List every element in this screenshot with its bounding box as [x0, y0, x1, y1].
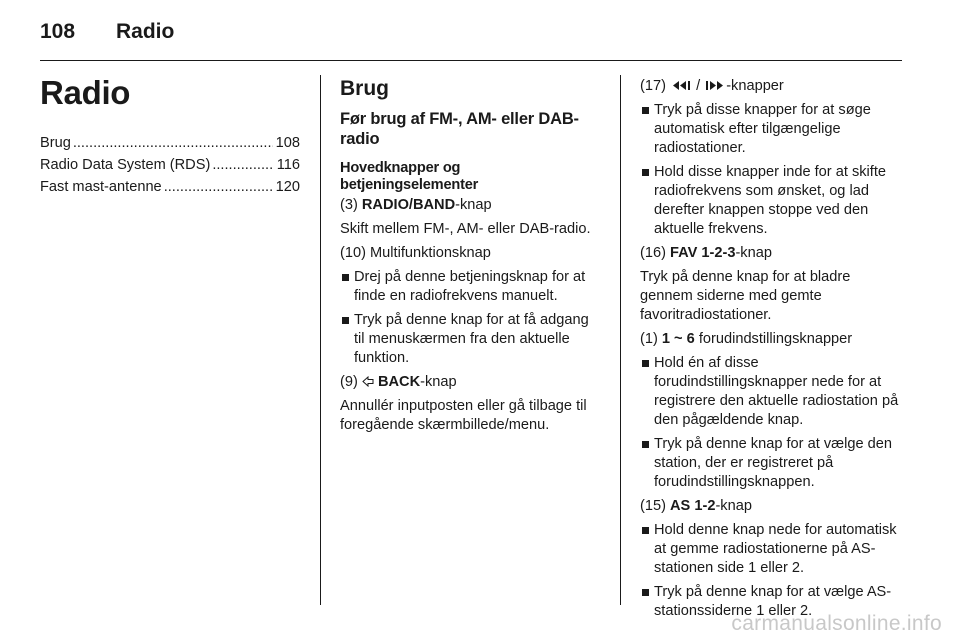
controls-column — [640, 74, 902, 626]
bullet-square-icon — [642, 527, 649, 534]
toc-column — [40, 74, 300, 200]
controls-heading-line1: Hovedknapper og — [340, 160, 461, 176]
usage-heading: Brug — [340, 77, 389, 100]
seek-back-icon — [670, 80, 692, 91]
item-number: (3) — [340, 197, 362, 213]
back-arrow-icon — [362, 376, 374, 387]
usage-subheading: Før brug af FM-, AM- eller DAB-radio — [340, 110, 579, 148]
chapter-title: Radio — [116, 20, 175, 43]
bullet-text: Drej på denne betjeningsknap for at finde en radiofrekvens manuelt. — [354, 269, 586, 304]
item-back — [340, 373, 602, 392]
bullet-text: Tryk på denne knap for at vælge den station, der er registreret på forudindstillingsknappen. — [654, 436, 892, 490]
bullet-square-icon — [342, 317, 349, 324]
seek-forward-icon — [704, 80, 726, 91]
bullet-item — [340, 311, 602, 368]
bullet-text: Tryk på denne knap for at få adgang til menuskærmen fra den aktuelle funktion. — [354, 312, 589, 366]
bullet-text: Tryk på disse knapper for at søge automatisk efter tilgængelige radiostationer. — [654, 102, 871, 156]
toc-page: 116 — [276, 157, 300, 173]
item-number: (16) — [640, 245, 671, 261]
item-number: (15) — [640, 498, 671, 514]
bullet-item — [640, 435, 902, 492]
button-name: FAV 1-2-3 — [670, 245, 736, 261]
section-title: Radio — [40, 74, 131, 111]
item-back-desc: Annullér inputposten eller gå tilbage til foregående skærmbillede/menu. — [340, 398, 587, 433]
item-number: (17) — [640, 78, 671, 94]
column-divider-2 — [620, 75, 621, 605]
controls-heading-line2: betjeningselementer — [340, 177, 479, 193]
bullet-item — [340, 268, 602, 306]
item-suffix: -knapper — [726, 78, 784, 94]
bullet-square-icon — [642, 169, 649, 176]
toc-leader — [73, 134, 273, 153]
item-radio-band — [340, 196, 602, 215]
toc-leader — [164, 178, 273, 197]
controls-heading — [340, 160, 602, 194]
item-suffix: forudindstillingsknapper — [694, 331, 853, 347]
item-separator: / — [692, 78, 705, 94]
toc-label: Fast mast-antenne — [40, 179, 162, 195]
toc-entry-antenna[interactable] — [40, 178, 300, 197]
page-number: 108 — [40, 20, 76, 43]
bullet-text: Hold disse knapper inde for at skifte radiofrekvens som ønsket, og lad derefter knappen stoppe ved den aktuelle frekvens. — [654, 164, 887, 237]
bullet-text: Tryk på denne knap for at vælge AS-stationssiderne 1 eller 2. — [654, 584, 892, 619]
button-name: AS 1-2 — [670, 498, 716, 514]
item-suffix: -knap — [455, 197, 492, 213]
bullet-item — [640, 101, 902, 158]
button-name: 1 ~ 6 — [661, 331, 695, 347]
bullet-text: Hold én af disse forudindstillingsknapper nede for at registrere den aktuelle radiostation på den pågældende knap. — [654, 355, 899, 428]
toc-label: Brug — [40, 135, 71, 151]
usage-column — [340, 74, 602, 440]
item-as — [640, 497, 902, 516]
bullet-square-icon — [642, 360, 649, 367]
bullet-item — [640, 521, 902, 578]
item-fav — [640, 244, 902, 263]
bullet-square-icon — [642, 107, 649, 114]
bullet-square-icon — [642, 441, 649, 448]
item-suffix: -knap — [735, 245, 772, 261]
bullet-item — [640, 163, 902, 239]
item-fav-desc: Tryk på denne knap for at bladre gennem siderne med gemte favoritradiostationer. — [640, 269, 851, 323]
toc-page: 108 — [275, 135, 300, 151]
item-suffix: -knap — [715, 498, 752, 514]
button-name: BACK — [377, 374, 421, 390]
item-presets — [640, 330, 902, 349]
item-number: (9) — [340, 374, 362, 390]
toc-label: Radio Data System (RDS) — [40, 157, 211, 173]
bullet-square-icon — [642, 589, 649, 596]
item-number: (1) — [640, 331, 662, 347]
button-name: RADIO/BAND — [361, 197, 456, 213]
header-rule — [40, 60, 902, 61]
bullet-square-icon — [342, 274, 349, 281]
bullet-item — [640, 354, 902, 430]
item-suffix: -knap — [420, 374, 457, 390]
watermark-text: carmanualsonline.info — [731, 612, 942, 635]
toc-leader — [212, 156, 273, 175]
item-multifunction: (10) Multifunktionsknap — [340, 245, 491, 261]
toc-entry-brug[interactable] — [40, 134, 300, 153]
toc-page: 120 — [275, 179, 300, 195]
toc-entry-rds[interactable] — [40, 156, 300, 175]
bullet-text: Hold denne knap nede for automatisk at gemme radiostationerne på AS-stationen side 1 eller 2. — [654, 522, 897, 576]
item-seek — [640, 77, 902, 96]
column-divider-1 — [320, 75, 321, 605]
item-radio-band-desc: Skift mellem FM-, AM- eller DAB-radio. — [340, 221, 591, 237]
